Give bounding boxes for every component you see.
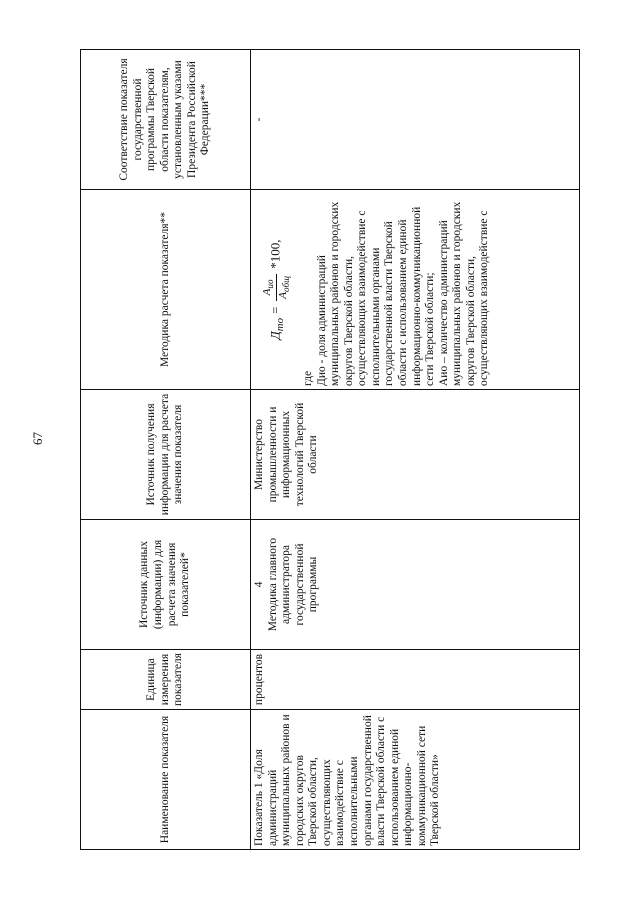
rotated-table-wrapper bbox=[80, 50, 580, 850]
formula-denominator-sub: общ bbox=[281, 276, 292, 292]
header-info-source: Источник получения информации для расчета значения показателя bbox=[81, 390, 251, 520]
method-definition-2: Аио – количество администраций муниципальных районов и городских округов Тверской области, осуществляющих взаимодействие с bbox=[437, 201, 491, 386]
header-unit: Единица измерения показателя bbox=[81, 650, 251, 710]
formula-tail: *100, bbox=[267, 239, 283, 269]
formula-numerator-sub: ио bbox=[265, 279, 276, 289]
cell-method bbox=[251, 190, 580, 390]
header-data-source: Источник данных (информации) для расчета значения показателей* bbox=[81, 520, 251, 650]
page-number: 67 bbox=[30, 432, 45, 445]
header-compliance: Соответствие показателя государственной программы Тверской области показателям, установленным указами Президента Российской Федерации*** bbox=[81, 50, 251, 190]
cell-data-source bbox=[251, 520, 580, 650]
header-name: Наименование показателя bbox=[81, 710, 251, 850]
method-where: где bbox=[302, 370, 314, 386]
cell-indicator-name: Показатель 1 «Доля администраций муниципальных районов и городских округов Тверской области, осуществляющих взаимодействие с исполнительными органами государственной власти Тверской области с использованием единой информационно-коммуникационной сети Тверской области» bbox=[251, 710, 580, 850]
data-source-number: 4 bbox=[253, 581, 265, 588]
formula-lhs: Д bbox=[267, 331, 283, 340]
formula-lhs-sub: то bbox=[274, 318, 287, 332]
formula-numerator: А bbox=[261, 288, 273, 296]
formula: $Д_{то}$ = $А_{ио}$ $А_{общ}$ *100, bbox=[261, 239, 292, 340]
formula-denominator: А bbox=[277, 291, 289, 299]
table-row bbox=[251, 50, 580, 850]
table-header-row bbox=[81, 50, 251, 850]
formula-fraction bbox=[261, 274, 292, 301]
cell-unit: процентов bbox=[251, 650, 580, 710]
indicator-table bbox=[80, 49, 580, 850]
cell-info-source: Министерство промышленности и информационных технологий Тверской области bbox=[251, 390, 580, 520]
header-method: Методика расчета показателя** bbox=[81, 190, 251, 390]
cell-compliance: - bbox=[251, 50, 580, 190]
method-definition-1: Дио - доля администраций муниципальных районов и городских округов Тверской области, осуществляющих взаимодействие с исполнительными органами государственной власти Тверской области с использованием единой информационно-коммуникационной сети Тверской области; bbox=[315, 201, 437, 386]
data-source-text: Методика главного администратора государственной программы bbox=[266, 537, 320, 632]
